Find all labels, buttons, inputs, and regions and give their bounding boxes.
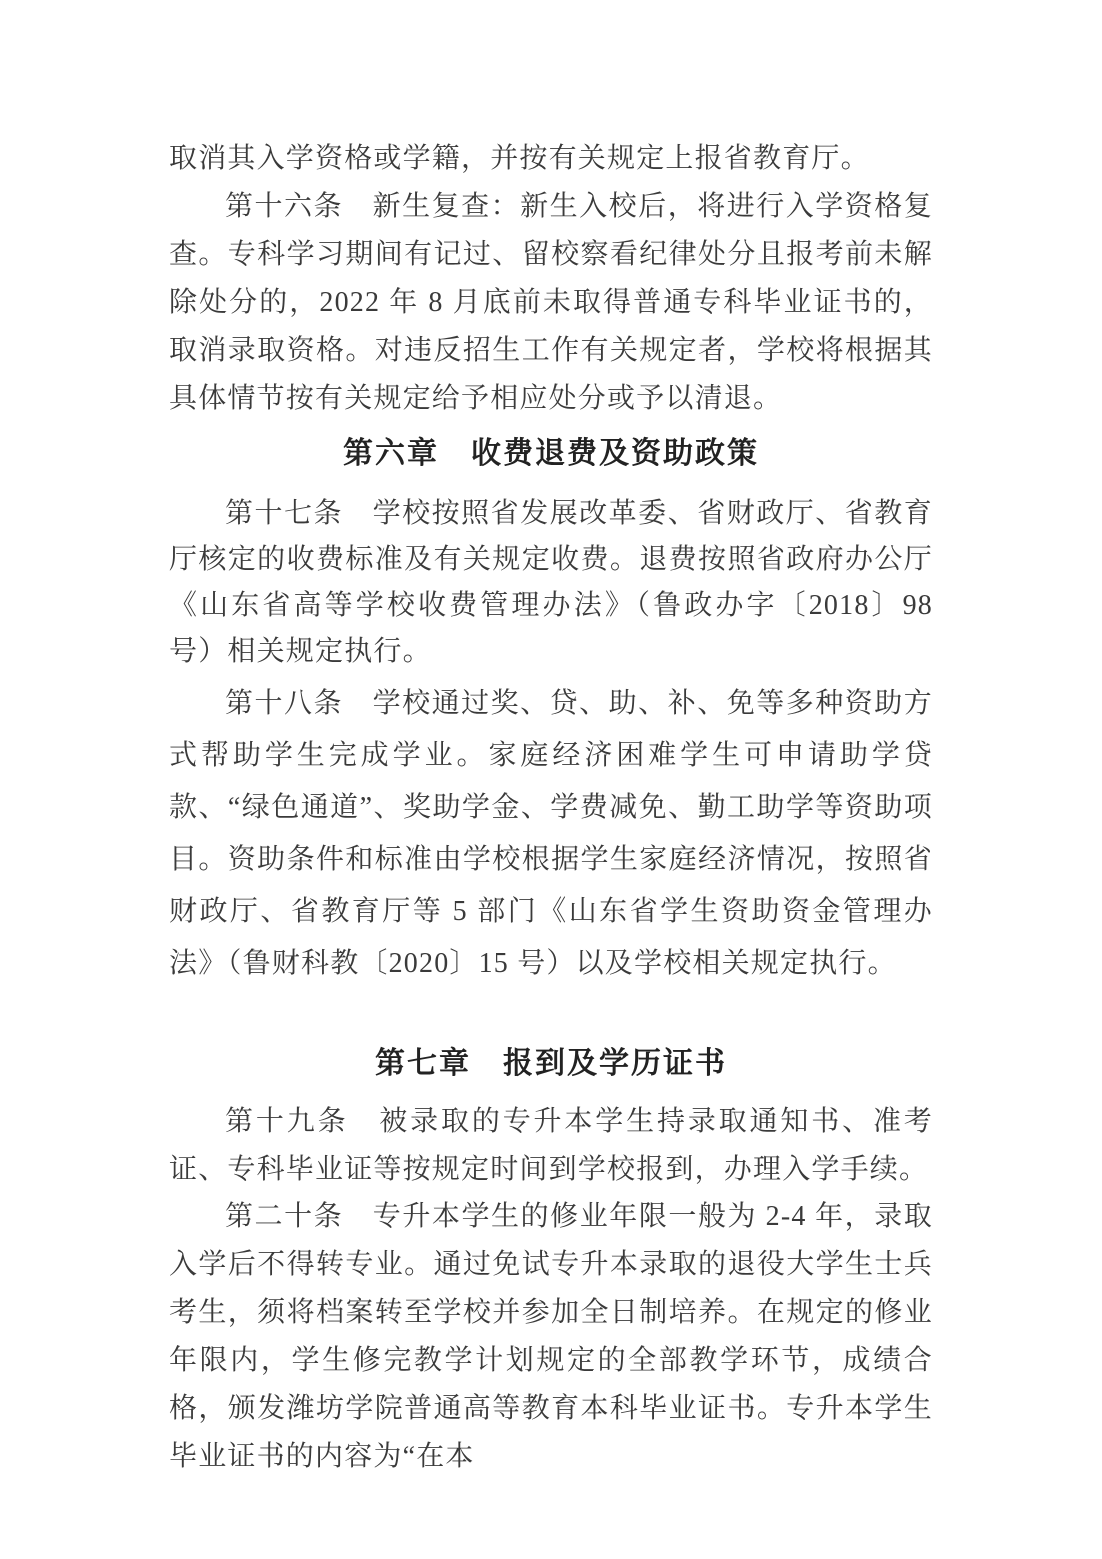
chapter-7-heading: 第七章 报到及学历证书 — [375, 1047, 727, 1080]
paragraph-article-18: 第十八条 学校通过奖、贷、助、补、免等多种资助方式帮助学生完成学业。家庭经济困难学生可申请助学贷款、“绿色通道”、奖助学金、学费减免、勤工助学等资助项目。资助条件和标准由学校根据学生家庭经济情况，按照省财政厅、省教育厅等 5 部门《山东省学生资助资金管理办法》（鲁财科教〔2020〕15 号）以及学校相关规定执行。 — [169, 688, 933, 979]
paragraph-article-17: 第十七条 学校按照省发展改革委、省财政厅、省教育厅核定的收费标准及有关规定收费。退费按照省政府办公厅《山东省高等学校收费管理办法》（鲁政办字〔2018〕98 号）相关规定执行。 — [169, 498, 933, 667]
paragraph-continuation-line: 取消其入学资格或学籍，并按有关规定上报省教育厅。 — [169, 143, 870, 174]
paragraph-article-19: 第十九条 被录取的专升本学生持录取通知书、准考证、专科毕业证等按规定时间到学校报到，办理入学手续。 — [169, 1106, 933, 1185]
paragraph-article-16: 第十六条 新生复查：新生入校后，将进行入学资格复查。专科学习期间有记过、留校察看纪律处分且报考前未解除处分的，2022 年 8 月底前未取得普通专科毕业证书的，取消录取资格。对违反招生工作有关规定者，学校将根据其具体情节按有关规定给予相应处分或予以清退。 — [169, 191, 933, 414]
paragraph-article-20: 第二十条 专升本学生的修业年限一般为 2-4 年，录取入学后不得转专业。通过免试专升本录取的退役大学生士兵考生，须将档案转至学校并参加全日制培养。在规定的修业年限内，学生修完教学计划规定的全部教学环节，成绩合格，颁发潍坊学院普通高等教育本科毕业证书。专升本学生毕业证书的内容为“在本 — [169, 1201, 933, 1472]
chapter-6-heading: 第六章 收费退费及资助政策 — [343, 437, 759, 470]
